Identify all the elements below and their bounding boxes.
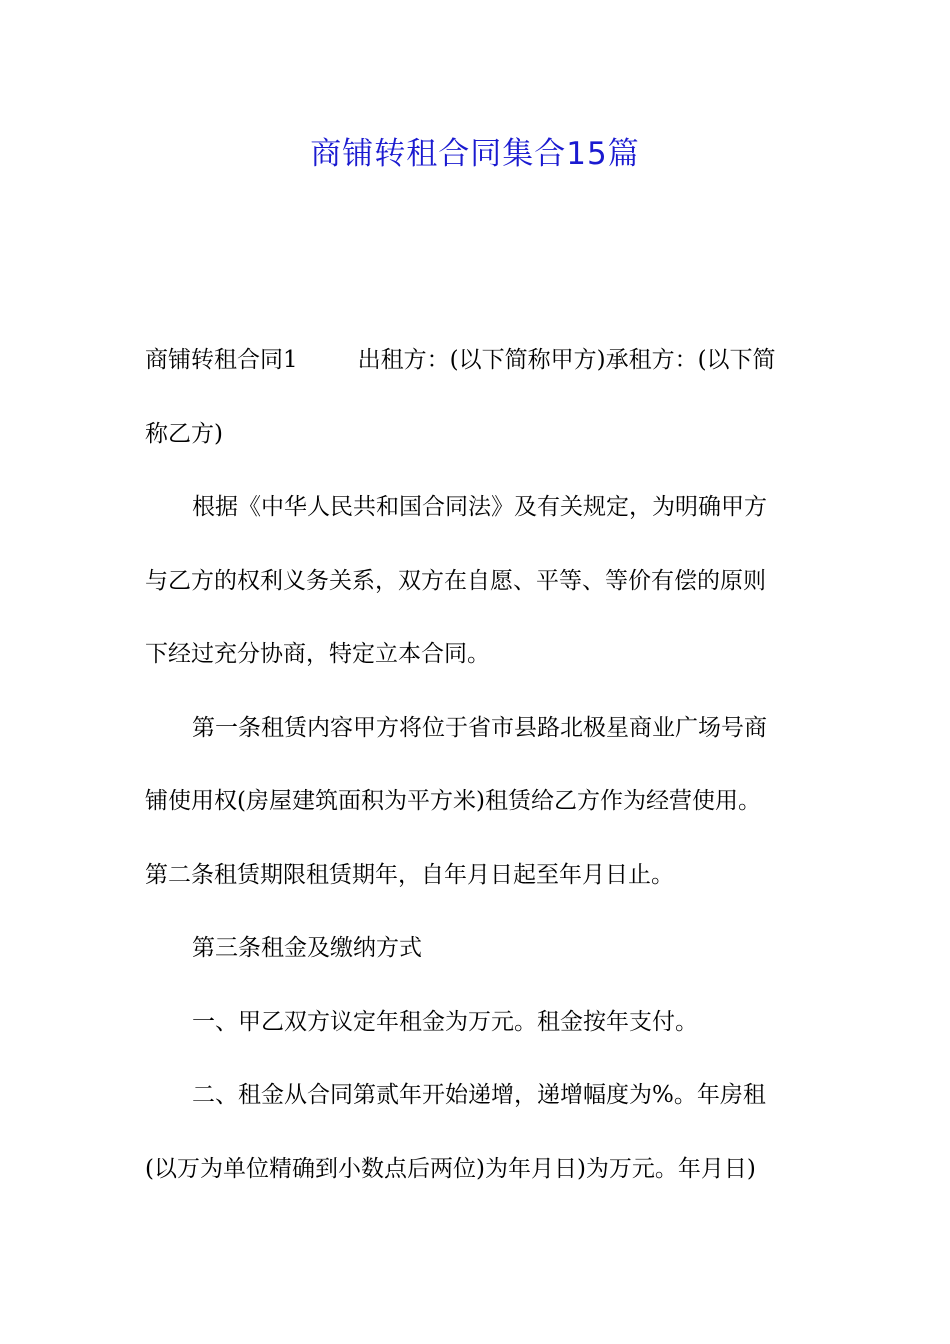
line-1	[145, 324, 810, 398]
line-2: 称乙方)	[145, 420, 223, 447]
line-7: 铺使用权(房屋建筑面积为平方米)租赁给乙方作为经营使用。	[145, 788, 761, 814]
line-4: 与乙方的权利义务关系，双方在自愿、平等、等价有偿的原则	[145, 567, 766, 594]
line-12: (以万为单位精确到小数点后两位)为年月日)为万元。年月日)	[145, 1155, 756, 1182]
document-title: 商铺转租合同集合15篇	[310, 136, 640, 172]
contract-heading: 商铺转租合同1	[145, 347, 298, 373]
line-11: 二、租金从合同第贰年开始递增，递增幅度为%。年房租	[192, 1082, 766, 1108]
line-10: 一、甲乙双方议定年租金为万元。租金按年支付。	[192, 1008, 698, 1035]
line-8: 第二条租赁期限租赁期年，自年月日起至年月日止。	[145, 861, 674, 888]
line-5: 下经过充分协商，特定立本合同。	[145, 641, 490, 667]
line-9: 第三条租金及缴纳方式	[192, 935, 422, 961]
parties-text: 出租方：(以下简称甲方)承租方：(以下简	[357, 347, 776, 373]
line-6: 第一条租赁内容甲方将位于省市县路北极星商业广场号商	[192, 714, 767, 741]
line-3: 根据《中华人民共和国合同法》及有关规定，为明确甲方	[192, 494, 767, 520]
document-body	[145, 324, 810, 1206]
